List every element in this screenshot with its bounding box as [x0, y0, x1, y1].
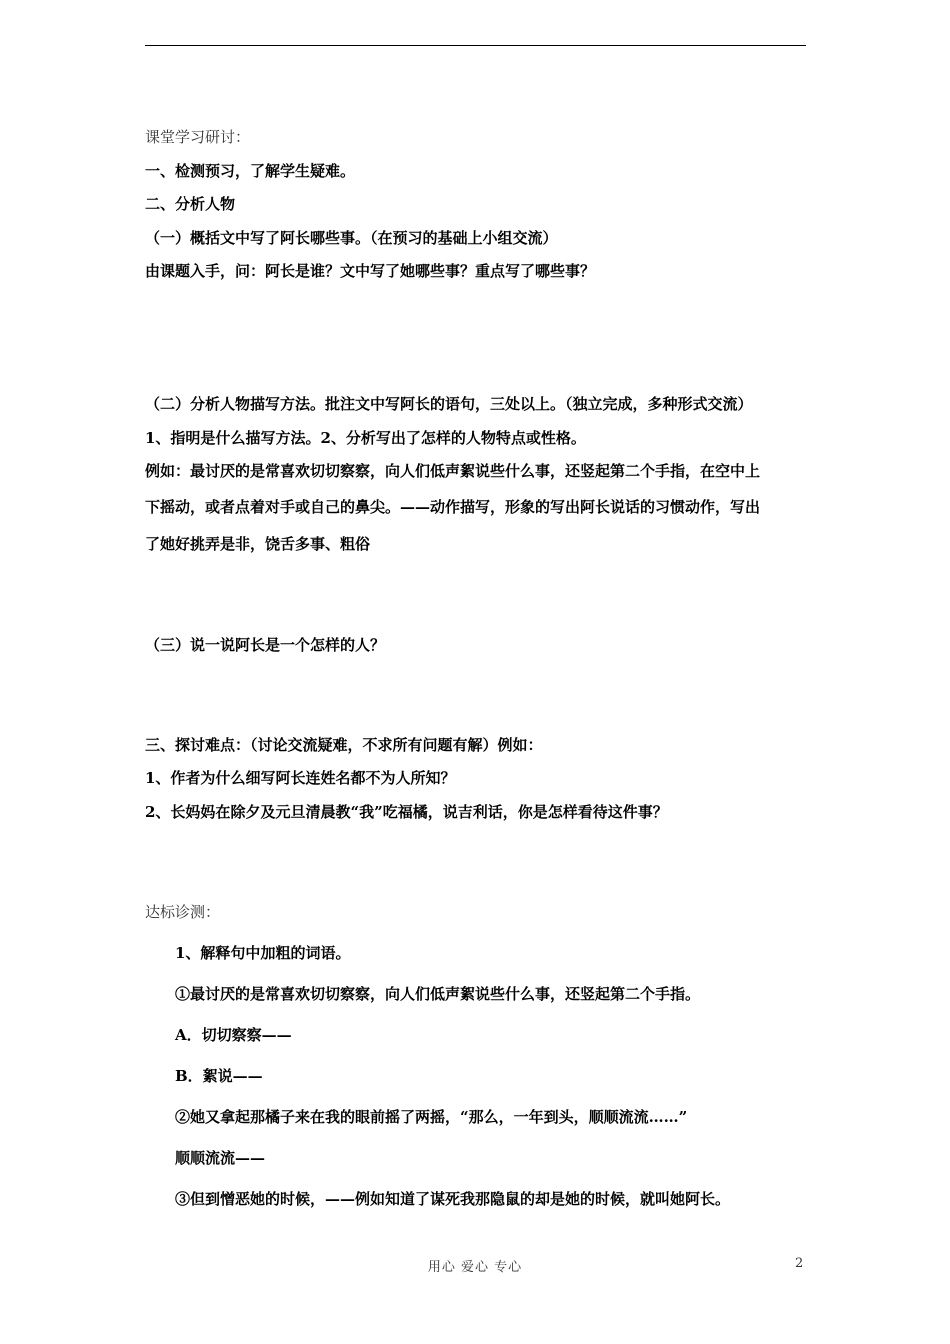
footer-text: 用心 爱心 专心 [427, 1260, 523, 1275]
question-1: 1、作者为什么细写阿长连姓名都不为人所知？ [145, 769, 456, 787]
part-2-title: （二）分析人物描写方法。批注文中写阿长的语句，三处以上。（独立完成，多种形式交流） [145, 395, 753, 413]
section-title: 课堂学习研讨： [145, 128, 251, 146]
exercise-1-sentence-1: ①最讨厌的是常喜欢切切察察，向人们低声絮说些什么事，还竖起第二个手指。 [175, 985, 701, 1003]
assessment-title: 达标诊测： [145, 903, 221, 921]
exercise-1-term-a: A．切切察察—— [175, 1026, 292, 1044]
example-line-1: 例如：最讨厌的是常喜欢切切察察，向人们低声絮说些什么事，还竖起第二个手指，在空中上 [145, 462, 761, 480]
exercise-1-sentence-2: ②她又拿起那橘子来在我的眼前摇了两摇，“那么，一年到头，顺顺流流……” [175, 1108, 688, 1126]
exercise-1-term-c: 顺顺流流—— [175, 1149, 266, 1167]
example-line-3: 了她好挑弄是非，饶舌多事、粗俗 [145, 535, 371, 553]
example-line-2: 下摇动，或者点着对手或自己的鼻尖。——动作描写，形象的写出阿长说话的习惯动作，写出 [145, 498, 761, 516]
exercise-1-sentence-3: ③但到憎恶她的时候，——例如知道了谋死我那隐鼠的却是她的时候，就叫她阿长。 [175, 1190, 731, 1208]
step-1: 一、检测预习，了解学生疑难。 [145, 162, 356, 180]
header-rule [145, 45, 806, 46]
part-1-question: 由课题入手，问：阿长是谁？文中写了她哪些事？重点写了哪些事？ [145, 262, 596, 280]
question-2: 2、长妈妈在除夕及元旦清晨教“我”吃福橘，说吉利话，你是怎样看待这件事？ [145, 803, 668, 821]
part-2-steps: 1、指明是什么描写方法。2、分析写出了怎样的人物特点或性格。 [145, 429, 586, 447]
part-3-title: （三）说一说阿长是一个怎样的人？ [145, 636, 386, 654]
page-number: 2 [795, 1256, 804, 1271]
exercise-1-term-b: B．絮说—— [175, 1067, 263, 1085]
exercise-1-title: 1、解释句中加粗的词语。 [175, 944, 351, 962]
part-1-title: （一）概括文中写了阿长哪些事。（在预习的基础上小组交流） [145, 229, 558, 247]
step-2: 二、分析人物 [145, 195, 236, 213]
step-3: 三、探讨难点：（讨论交流疑难，不求所有问题有解）例如： [145, 736, 543, 754]
